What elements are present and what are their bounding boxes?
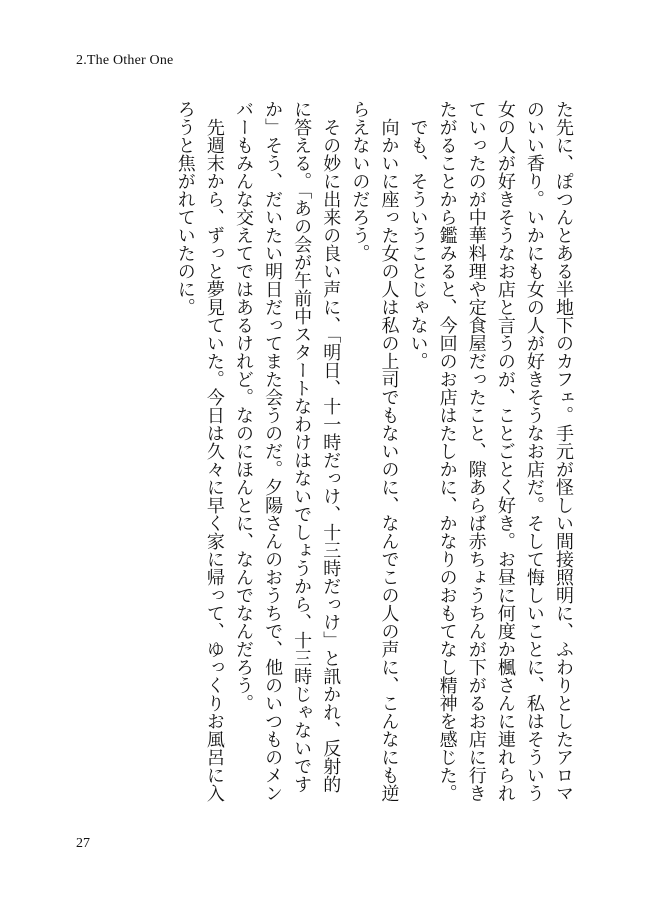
- paragraph-3: 向かいに座った女の人は私の上司でもないのに、なんでこの人の声に、こんなにも逆らえないのだろう。: [349, 100, 400, 802]
- paragraph-2: でも、そういうことじゃない。: [407, 118, 429, 370]
- chapter-header: 2.The Other One: [76, 53, 174, 68]
- page-number: 27: [76, 836, 90, 851]
- vertical-body-text: [70, 100, 578, 810]
- paragraph-5: 先週末から、ずっと夢見ていた。今日は久々に早く家に帰って、ゆっくりお風呂に入ろうと焦がれていたのに。: [174, 100, 225, 802]
- paragraph-4: その妙に出来の良い声に、「明日、十一時だっけ、十三時だっけ」と訊かれ、反射的に答える。「あの会が午前中スタートなわけはないでしょうから、十三時じゃないですか」そう、だいたい明日だってまた会うのだ。夕陽さんのおうちで、他のいつものメンバーもみんな交えてではあるけれど。なのにほんとに、なんでなんだろう。: [232, 100, 342, 802]
- paragraph-1: た先に、ぽつんとある半地下のカフェ。手元が怪しい間接照明に、ふわりとしたアロマのいい香り。いかにも女の人が好きそうなお店だ。そして悔しいことに、私はそういう女の人が好きそうなお店と言うのが、ことごとく好き。お昼に何度か楓さんに連れられていったのが中華料理や定食屋だったこと、隙あらば赤ちょうちんが下がるお店に行きたがることから鑑みると、今回のお店はたしかに、かなりのおもてなし精神を感じた。: [436, 100, 574, 802]
